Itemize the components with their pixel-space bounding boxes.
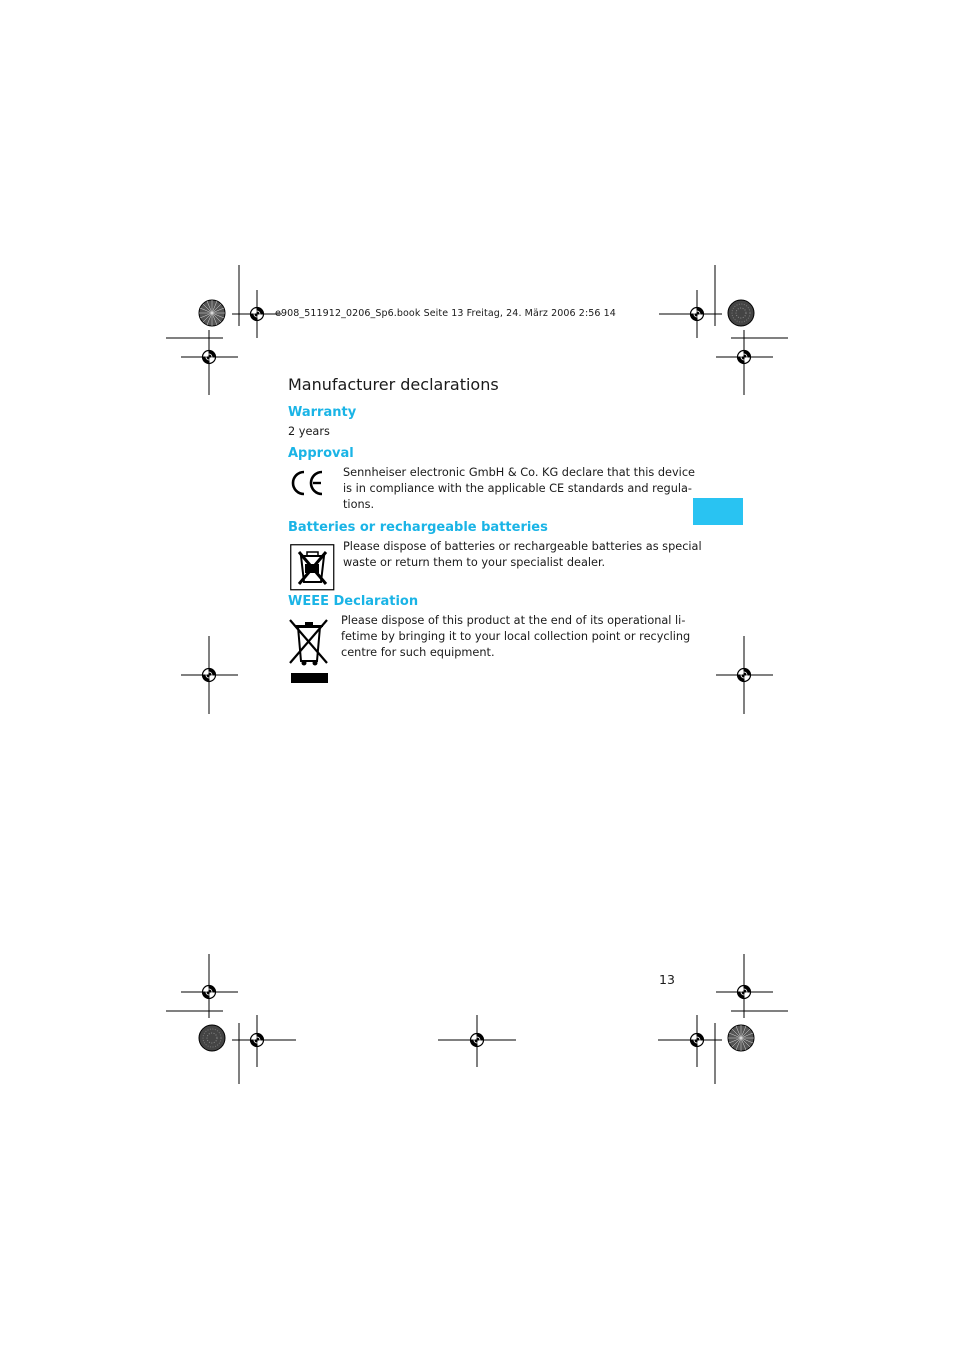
crossed-out-bin-icon: [287, 617, 331, 685]
batteries-text: [343, 539, 702, 571]
warranty-text: 2 years: [288, 425, 330, 438]
approval-heading: Approval: [288, 446, 354, 461]
approval-line: tions.: [343, 498, 375, 511]
battery-disposal-icon: [290, 544, 335, 591]
weee-line: Please dispose of this product at the end of its operational li-: [341, 614, 686, 627]
approval-line: is in compliance with the applicable CE standards and regula-: [343, 482, 692, 495]
approval-text: [343, 465, 695, 513]
book-file-line: e908_511912_0206_Sp6.book Seite 13 Freitag, 24. März 2006 2:56 14: [275, 308, 616, 319]
batteries-line: Please dispose of batteries or rechargeable batteries as special: [343, 540, 702, 553]
ce-mark-icon: [289, 469, 325, 497]
approval-line: Sennheiser electronic GmbH & Co. KG declare that this device: [343, 466, 695, 479]
warranty-heading: Warranty: [288, 405, 357, 420]
batteries-heading: Batteries or rechargeable batteries: [288, 520, 548, 535]
page-title: Manufacturer declarations: [288, 375, 499, 394]
weee-line: fetime by bringing it to your local collection point or recycling: [341, 630, 691, 643]
page-number: 13: [659, 972, 675, 987]
weee-heading: WEEE Declaration: [288, 594, 419, 609]
weee-line: centre for such equipment.: [341, 646, 495, 659]
batteries-line: waste or return them to your specialist dealer.: [343, 556, 606, 569]
language-tab-marker: [693, 498, 743, 525]
weee-text: [341, 613, 690, 661]
